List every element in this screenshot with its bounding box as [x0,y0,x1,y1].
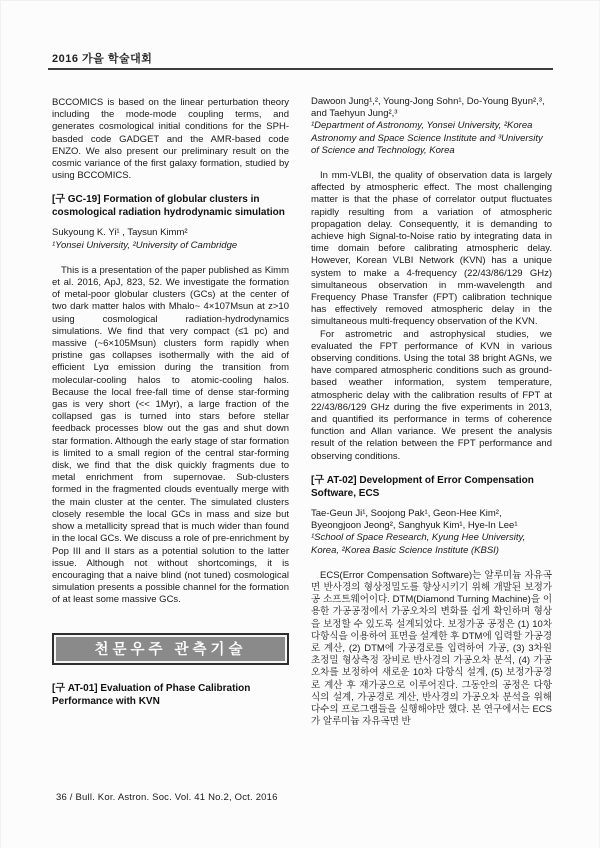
affiliations-at02: ¹School of Space Research, Kyung Hee University, Korea, ²Korea Basic Science Institute (KBSI) [311,532,526,556]
abstract-at02-korean: ECS(Error Compensation Software)는 알루미늄 자유곡면 반사경의 형상정밀도를 향상시키기 위해 개발된 보정가공 소프트웨어이다. DTM(Diamond Turning Machine)을 이용한 가공공정에서 가공오차의 변화를 쉽게 확인하며 형상을 보정할 수 있도록 설계되었다. 보정가공 공정은 (1) 10차 다항식을 이용하여 표면을 설계한 후 DTM에 입력할 가공경로 계산, (2) DTM에 가공경로를 입력하여 가공, (3) 3차원 초정밀 형상측정 장비로 반사경의 가공오차 분석, (4) 가공오차를 보정하여 새로운 10차 다항식 설계, (5) 보정가공경로 계산 후 재가공으로 이루어진다. 그동안의 공정은 다항식의 설계, 가공경로 계산, 반사경의 가공오차 분석을 위해 다수의 프로그램들을 실행해야만 했다. 본 연구에서는 ECS가 알루미늄 자유곡면 반 [311,569,552,728]
abstract-at01-paragraph2: For astrometric and astrophysical studies, we evaluated the FPT performance of KVN in various observing conditions. Using the total 38 bright AGNs, we have compared atmospheric conditions such as ground-based weather information, system temperature, atmospheric delay with the calibration results of FPT at 22/43/86/129 GHz during the five experiments in 2013, and quantified its performance in terms of coherence function and Allan variance. We present the analysis result of the relation between the FPT performance and observing conditions. [311,328,552,462]
intro-paragraph: BCCOMICS is based on the linear perturbation theory including the mode-mode coupling terms, and generates cosmological initial conditions for the SPH-basded code GADGET and the AMR-based code ENZO. We also present our preliminary result on the cosmic variance of the first galaxy formation, studied by using BCCOMICS. [52,97,289,182]
section-title-gc19: [구 GC-19] Formation of globular clusters in cosmological radiation hydrodynamic simulation [52,194,285,219]
affiliations-at01: ¹Department of Astronomy, Yonsei University, ²Korea Astronomy and Space Science Institute and ³University of Science and Technology, Korea [311,120,543,156]
authors-gc19: Sukyoung K. Yi¹ , Taysun Kimm² [52,227,188,239]
session-banner: 천문우주 관측기술 [52,633,289,665]
section-title-at01: [구 AT-01] Evaluation of Phase Calibration Performance with KVN [52,682,251,707]
authors-at02: Tae-Geun Ji¹, Soojong Pak¹, Geon-Hee Kim², Byeongjoon Jeong², Sanghyuk Kim¹, Hye-In Lee¹ [311,507,518,532]
abstract-at01-paragraph1: In mm-VLBI, the quality of observation data is largely affected by atmospheric effect. The most challenging matter is that the phase of correlator output fluctuates rapidly resulting from a variation of atmospheric propagation delay. Consequently, it is demanding to achieve high Signal-to-Noise ratio by integrating data in time domain before calibrating atmospheric delay. However, Korean VLBI Network (KVN) has a unique system to make a 4-frequency (22/43/86/129 GHz) simultaneous observation in mm-wavelength and Frequency Phase Transfer (FPT) calibration technique has effectively removed atmospheric delay in the simultaneous multi-frequency observation of the KVN. [311,170,552,328]
page-footer: 36 / Bull. Kor. Astron. Soc. Vol. 41 No.2, Oct. 2016 [56,792,278,803]
page-header-title: 2016 가을 학술대회 [52,53,153,65]
affiliations-gc19: ¹Yonsei University, ²University of Cambridge [52,239,238,251]
right-column [311,96,552,728]
section-title-at02: [구 AT-02] Development of Error Compensation Software, ECS [311,474,534,499]
header-rule [48,68,553,70]
left-column [52,97,289,708]
abstract-gc19: This is a presentation of the paper published as Kimm et al. 2016, ApJ, 823, 52. We investigate the formation of metal-poor globular clusters (GCs) at the center of two dark matter halos with Mhalo~ 4×107Msun at z>10 using cosmological radiation-hydrodynamics simulations. We find that very compact (≤1 pc) and massive (~6×105Msun) clusters form rapidly when pristine gas collapses isothermally with the aid of efficient Lyα emission during the transition from molecular-cooling halos to atomic-cooling halos. Because the local free-fall time of dense star-forming gas is very short (<< 1Myr), a large fraction of the collapsed gas is turned into stars before stellar feedback processes blow out the gas and shut down star formation. Although the early stage of star formation is limited to a small region of the central star-forming disk, we find that the disk quickly fragments due to metal enrichment from supernovae. Sub-clusters formed in the fragmented clouds eventually merge with the main cluster at the center. The simulated clusters closely resemble the local GCs in mass and size but show a metallicity spread that is much wider than found in the local GCs. We discuss a role of pre-enrichment by Pop III and II stars as a potential solution to the latter issue. Although not without shortcomings, it is encouraging that a naive blind (not tuned) cosmological simulation presents a possible channel for the formation of at least some massive GCs. [52,264,289,606]
authors-at01: Dawoon Jung¹,², Young-Jong Sohn¹, Do-Young Byun²,³, and Taehyun Jung²,³ [311,96,545,120]
